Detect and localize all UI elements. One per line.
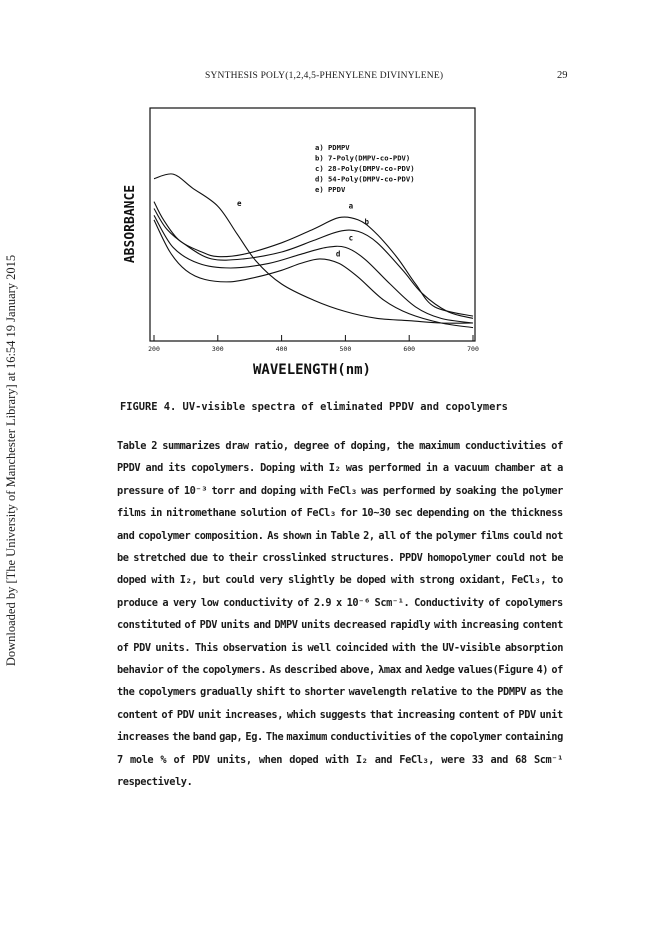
- word: increases: [117, 731, 170, 744]
- word: the: [117, 686, 135, 699]
- legend-entry: e) PPDV: [315, 185, 346, 194]
- word: homopolymer: [427, 552, 491, 565]
- word: increasing: [396, 708, 455, 721]
- word: be: [339, 574, 352, 587]
- paragraph-line: [117, 749, 563, 771]
- word: 7: [117, 753, 123, 766]
- legend-entry: d) 54-Poly(DMPV-co-PDV): [315, 174, 415, 184]
- word: with: [151, 574, 175, 587]
- word: were: [441, 753, 465, 766]
- word: copolymer: [138, 529, 191, 542]
- word: produce: [117, 596, 158, 609]
- word: PDV: [133, 641, 151, 654]
- word: relative: [410, 686, 457, 699]
- word: with: [325, 753, 349, 766]
- word: polymer: [522, 484, 563, 497]
- word: ratio,: [253, 440, 289, 452]
- word: with: [300, 462, 324, 475]
- y-axis-label: ABSORBANCE: [123, 184, 138, 264]
- word: oxidant,: [459, 574, 506, 587]
- word: the: [500, 484, 518, 497]
- word: content: [458, 708, 500, 721]
- word: 2: [151, 440, 158, 452]
- paragraph-line: [117, 569, 563, 591]
- word: FeCl₃: [306, 507, 336, 520]
- legend-entry: a) PDMPV: [315, 143, 350, 152]
- x-tick-label: 200: [148, 345, 160, 353]
- x-tick-label: 400: [275, 345, 288, 353]
- word: when: [258, 753, 283, 766]
- word: respectively.: [117, 776, 193, 789]
- running-head: SYNTHESIS POLY(1,2,4,5-PHENYLENE DIVINYLENE): [205, 71, 444, 81]
- word: be: [117, 552, 129, 565]
- paragraph-line: [117, 457, 563, 479]
- series-line-e: [154, 174, 473, 323]
- word: strong: [419, 574, 455, 587]
- word: above,: [340, 664, 375, 677]
- word: The: [265, 731, 284, 744]
- word: mole: [130, 753, 154, 766]
- word: I₂,: [179, 574, 198, 587]
- word: could: [495, 552, 525, 565]
- word: by: [439, 484, 452, 497]
- word: 10⁻³: [183, 484, 208, 497]
- word: conductivity: [223, 596, 293, 609]
- word: doped: [356, 574, 386, 587]
- word: and: [145, 462, 163, 475]
- plot-frame: [150, 108, 475, 341]
- word: 10⁻⁶: [346, 596, 370, 609]
- word: coincided: [335, 641, 388, 654]
- word: could: [225, 574, 255, 587]
- word: of: [503, 708, 515, 721]
- word: 2,: [363, 529, 375, 542]
- curve-labels: [237, 199, 370, 258]
- uv-vis-chart: [110, 100, 490, 390]
- word: content: [522, 619, 563, 632]
- word: maximum: [419, 440, 460, 452]
- word: 33: [471, 753, 484, 766]
- word: behavior: [117, 664, 164, 677]
- curve-label-c: c: [348, 233, 354, 243]
- word: the: [476, 686, 494, 699]
- word: to: [551, 574, 563, 587]
- word: of: [414, 731, 426, 744]
- word: Conductivity: [414, 596, 484, 609]
- word: shown: [282, 529, 312, 542]
- paragraph-line: [117, 502, 563, 524]
- x-tick-label: 500: [339, 345, 352, 353]
- word: DMPV: [274, 619, 298, 632]
- word: rapidly: [389, 619, 431, 632]
- download-watermark-text: Downloaded by [The University of Manchester Library] at 16:54 19 January 2015: [4, 254, 19, 666]
- word: band: [192, 731, 216, 744]
- word: 4): [536, 664, 549, 677]
- paragraph-line: [117, 435, 563, 457]
- word: depending: [416, 507, 469, 520]
- word: with: [433, 619, 458, 632]
- word: of: [333, 440, 346, 452]
- word: films: [117, 507, 146, 520]
- word: PPDV: [117, 462, 141, 475]
- word: unit: [198, 708, 222, 721]
- paragraph-line: [117, 726, 563, 748]
- word: of: [167, 484, 180, 497]
- series-lines: [154, 174, 473, 328]
- word: λmax: [378, 664, 402, 677]
- x-tick-label: 700: [467, 345, 479, 353]
- word: with: [390, 574, 415, 587]
- word: UV-visible: [442, 641, 501, 654]
- word: on: [473, 507, 485, 520]
- word: and: [404, 664, 423, 677]
- word: 68: [515, 753, 527, 766]
- word: 2.9: [313, 596, 332, 609]
- series-line-a: [154, 202, 473, 317]
- word: a: [442, 462, 449, 475]
- word: with: [300, 484, 324, 497]
- word: decreased: [333, 619, 386, 632]
- word: thickness: [510, 507, 563, 520]
- paragraph-line: [117, 704, 563, 726]
- word: degree: [293, 440, 329, 452]
- word: and: [374, 753, 393, 766]
- word: PDV: [199, 619, 218, 632]
- word: increasing: [460, 619, 519, 632]
- series-line-b: [154, 209, 473, 319]
- word: well: [307, 641, 331, 654]
- word: draw: [225, 440, 249, 452]
- word: Scm⁻¹.: [374, 596, 410, 609]
- word: shorter: [304, 686, 345, 699]
- word: gap,: [219, 731, 243, 744]
- word: suggests: [319, 708, 367, 721]
- word: polymer: [435, 529, 477, 542]
- word: nitromethane: [166, 507, 236, 520]
- word: Scm⁻¹: [533, 753, 563, 766]
- body-paragraph: [117, 435, 563, 794]
- word: in: [150, 507, 162, 520]
- word: pressure: [117, 484, 164, 497]
- word: crosslinked: [262, 552, 327, 565]
- word: and: [490, 753, 508, 766]
- word: their: [228, 552, 258, 565]
- word: described: [284, 664, 337, 677]
- word: very: [259, 574, 283, 587]
- word: conductivities: [464, 440, 547, 452]
- word: at: [540, 462, 552, 475]
- paragraph-line: [117, 480, 563, 502]
- word: not: [545, 529, 563, 542]
- word: the: [420, 641, 438, 654]
- word: %: [160, 753, 167, 766]
- word: This: [194, 641, 219, 654]
- paragraph-line: [117, 637, 563, 659]
- word: of: [551, 664, 563, 677]
- legend-entry: b) 7-Poly(DMPV-co-PDV): [315, 153, 411, 163]
- word: Eg.: [245, 731, 263, 744]
- paragraph-line: [117, 614, 563, 636]
- word: units: [220, 619, 250, 632]
- word: performed: [368, 462, 421, 475]
- word: doping,: [350, 440, 392, 452]
- word: of: [399, 529, 412, 542]
- word: composition.: [193, 529, 264, 542]
- word: of: [117, 641, 129, 654]
- word: I₂: [355, 753, 368, 766]
- word: Table: [117, 440, 146, 452]
- word: structures.: [330, 552, 395, 565]
- word: absorption: [505, 641, 563, 654]
- x-ticks: [148, 335, 479, 353]
- x-tick-label: 300: [211, 345, 224, 353]
- page-number: 29: [557, 70, 568, 81]
- paragraph-line: [117, 592, 563, 614]
- word: to: [212, 552, 224, 565]
- word: of: [290, 507, 303, 520]
- word: FeCl₃: [327, 484, 357, 497]
- word: was: [361, 484, 379, 497]
- word: unit: [539, 708, 563, 721]
- word: of: [297, 596, 310, 609]
- word: to: [460, 686, 473, 699]
- word: Doping: [260, 462, 295, 475]
- legend-entry: c) 28-Poly(DMPV-co-PDV): [315, 164, 415, 173]
- curve-label-b: b: [364, 217, 370, 227]
- word: of: [184, 619, 197, 632]
- word: doped: [289, 753, 319, 766]
- word: FeCl₃,: [511, 574, 546, 587]
- word: due: [190, 552, 208, 565]
- word: gradually: [200, 686, 253, 699]
- word: slightly: [288, 574, 335, 587]
- word: the: [396, 440, 414, 452]
- word: the: [545, 686, 563, 699]
- word: copolymers: [138, 686, 197, 699]
- word: x: [336, 596, 342, 609]
- word: PDMPV: [497, 686, 527, 699]
- series-line-c: [154, 215, 473, 323]
- word: As: [269, 664, 282, 677]
- word: very: [172, 596, 197, 609]
- word: a: [162, 596, 169, 609]
- word: constituted: [117, 619, 181, 632]
- curve-label-e: e: [236, 199, 242, 209]
- word: FeCl₃,: [399, 753, 435, 766]
- paragraph-line: [117, 771, 563, 793]
- word: wavelength: [348, 686, 407, 699]
- word: values(Figure: [457, 664, 534, 677]
- word: of: [488, 596, 501, 609]
- word: not: [529, 552, 547, 565]
- word: doped: [117, 574, 146, 587]
- word: 10~30: [361, 507, 391, 520]
- word: conductivities: [330, 731, 412, 744]
- word: a: [557, 462, 563, 475]
- word: and: [239, 484, 257, 497]
- word: stretched: [133, 552, 186, 565]
- word: copolymer: [449, 731, 502, 744]
- word: and: [117, 529, 135, 542]
- word: copolymers.: [202, 664, 267, 677]
- word: to: [288, 686, 301, 699]
- word: but: [202, 574, 220, 587]
- word: PDV: [518, 708, 536, 721]
- figure-caption: FIGURE 4. UV-visible spectra of eliminated PPDV and copolymers: [120, 401, 508, 413]
- word: sec: [394, 507, 413, 520]
- word: the: [414, 529, 433, 542]
- x-axis-label: WAVELENGTH(nm): [252, 362, 372, 378]
- word: in: [315, 529, 327, 542]
- curve-label-d: d: [335, 249, 341, 259]
- word: soaking: [455, 484, 497, 497]
- word: units,: [216, 753, 252, 766]
- word: solution: [240, 507, 287, 520]
- word: of: [551, 440, 563, 452]
- word: chamber: [494, 462, 535, 475]
- word: is: [291, 641, 303, 654]
- legend: [315, 143, 415, 194]
- word: the: [488, 507, 507, 520]
- word: the: [172, 731, 190, 744]
- word: I₂: [328, 462, 341, 475]
- word: the: [181, 664, 200, 677]
- paragraph-line: [117, 547, 563, 569]
- series-line-d: [154, 217, 473, 328]
- word: as: [530, 686, 542, 699]
- word: could: [512, 529, 542, 542]
- download-watermark: [2, 175, 22, 745]
- word: with: [392, 641, 416, 654]
- x-tick-label: 600: [403, 345, 416, 353]
- word: performed: [382, 484, 436, 497]
- word: of: [161, 708, 174, 721]
- word: As: [267, 529, 279, 542]
- paragraph-line: [117, 525, 563, 547]
- word: observation: [222, 641, 287, 654]
- paragraph-line: [117, 681, 563, 703]
- word: PDV: [192, 753, 210, 766]
- word: units: [301, 619, 331, 632]
- word: PDV: [176, 708, 195, 721]
- word: units.: [155, 641, 191, 654]
- word: that: [369, 708, 394, 721]
- word: of: [173, 753, 186, 766]
- word: films: [480, 529, 510, 542]
- word: low: [200, 596, 219, 609]
- word: containing: [504, 731, 563, 744]
- word: all: [378, 529, 396, 542]
- word: in: [425, 462, 438, 475]
- word: the: [429, 731, 447, 744]
- word: content: [117, 708, 158, 721]
- word: its: [168, 462, 186, 475]
- word: copolymers: [504, 596, 563, 609]
- word: was: [345, 462, 364, 475]
- word: be: [551, 552, 563, 565]
- curve-label-a: a: [348, 201, 354, 211]
- word: of: [166, 664, 179, 677]
- word: which: [286, 708, 316, 721]
- word: for: [339, 507, 358, 520]
- word: doping: [260, 484, 296, 497]
- word: increases,: [225, 708, 284, 721]
- word: copolymers.: [191, 462, 255, 475]
- word: Table: [330, 529, 360, 542]
- word: λedge: [425, 664, 455, 677]
- word: and: [253, 619, 271, 632]
- word: torr: [211, 484, 235, 497]
- word: maximum: [286, 731, 327, 744]
- word: shift: [256, 686, 285, 699]
- word: summarizes: [162, 440, 221, 452]
- word: vacuum: [454, 462, 489, 475]
- paragraph-line: [117, 659, 563, 681]
- figure-4: [110, 100, 490, 390]
- word: PPDV: [399, 552, 423, 565]
